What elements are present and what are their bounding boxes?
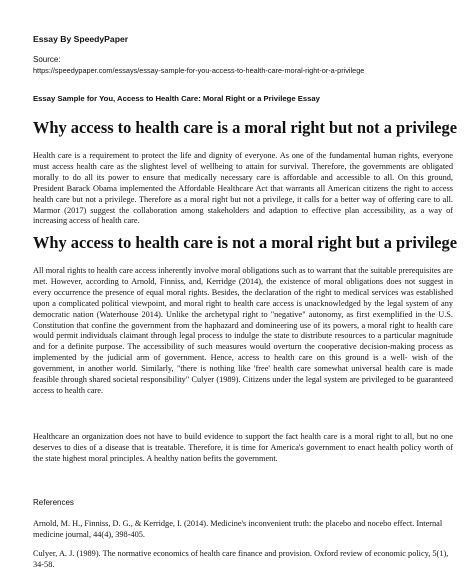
section-heading-privilege: Why access to health care is not a moral right but a privilege [33, 233, 457, 252]
references-heading: References [33, 498, 74, 507]
section-paragraph-moral-right: Health care is a requirement to protect the life and dignity of everyone. As one of the fundamental human rights, everyone must access health care as the slightest level of wellbeing to attain for survival. Therefore, the governments are obligated morally to do all its power to ensure that medically necessary care is affordable and accessible to all. On this ground, President Barack Obama implemented the Affordable Healthcare Act that warrants all American citizens the right to access health care but not a privilege. Therefore as a moral right but not a privilege, it calls for a better way of offering care to all. Marmor (2017) suggest the collaboration among stakeholders and adaption to effective plan accessibility, as a way of increasing access of health care. [33, 151, 453, 226]
section-heading-moral-right: Why access to health care is a moral right but not a privilege [33, 118, 457, 137]
reference-item: Culyer, A. J. (1989). The normative economics of health care finance and provision. Oxford review of economic policy, 5(1), 34-58. [33, 549, 449, 569]
reference-item: Arnold, M. H., Finniss, D. G., & Kerridge, I. (2014). Medicine's inconvenient truth: the placebo and nocebo effect. Internal medicine journal, 44(4), 398-405. [33, 519, 443, 539]
closing-paragraph: Healthcare an organization does not have to build evidence to support the fact health care is a moral right to all, but no one deserves to dies of a disease that is treatable. Therefore, it is time for America's government to enact health policy worth of the state highest moral principles. A healthy nation befits the government. [33, 432, 453, 463]
source-url-link[interactable]: https://speedypaper.com/essays/essay-sample-for-you-access-to-health-care-moral-right-or-a-privilege [33, 66, 365, 75]
essay-title: Essay Sample for You, Access to Health Care: Moral Right or a Privilege Essay [33, 94, 320, 103]
source-label: Source: [33, 55, 61, 64]
section-paragraph-privilege: All moral rights to health care access inherently involve moral obligations such as to warrant that the suitable prerequisites are met. However, according to Arnold, Finniss, and, Kerridge (2014), the existence of moral obligations does not suggest in every occurrence the presence of equal moral rights. Besides, the declaration of the right to medical services was established upon a complicated political viewpoint, and moral right to health care access is unacknowledged by the legal system of any democratic nation (Waterhouse 2014). Unlike the archetypal right to "negative" autonomy, as first exemplified in the U.S. Constitution that confine the government from the haphazard and domineering use of its powers, a moral right to health care would permit individuals claimant through legal process to indulge the state to distribute resources to a particular magnitude and for a definite purpose. The accessibility of such measures would overturn the cooperative decision-making process as implemented by the judicial arm of government. Hence, access to health care on this ground is a well- wish of the government, in another world. Similarly, "there is nothing like 'free' health care somewhat universal health care is made feasible through shared societal responsibility" Culyer (1989). Citizens under the legal system are privileged to be guaranteed access to health care. [33, 266, 453, 395]
brand-header: Essay By SpeedyPaper [33, 34, 129, 44]
